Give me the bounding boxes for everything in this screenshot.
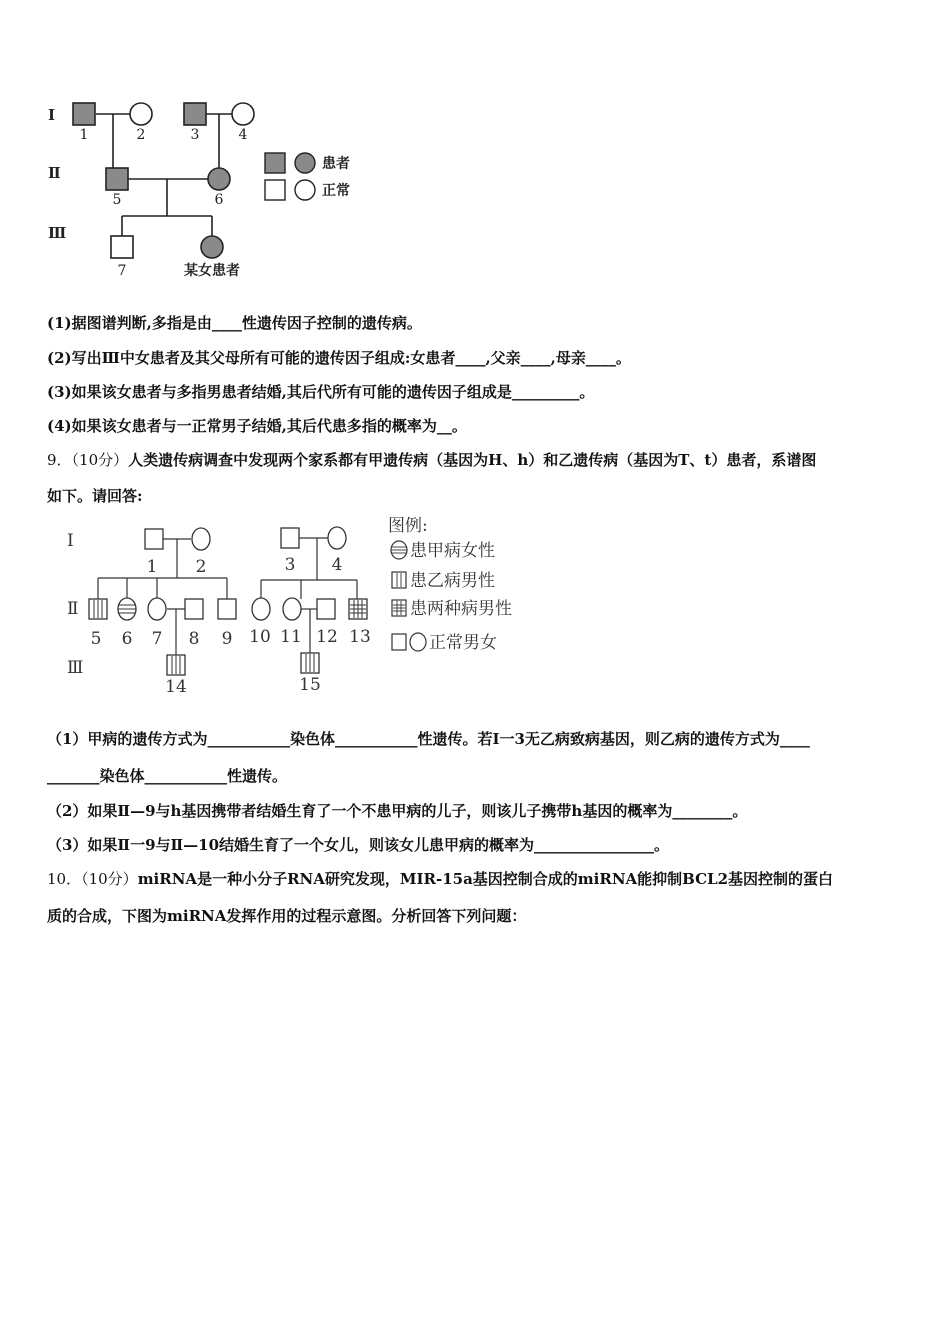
legend-affected-female-icon bbox=[295, 153, 315, 173]
individual-7-normal-male bbox=[111, 236, 133, 258]
individual-label: 13 bbox=[349, 627, 371, 647]
legend-normal-male-icon bbox=[265, 180, 285, 200]
individual-I3-normal-male bbox=[281, 528, 299, 548]
individual-label: 9 bbox=[221, 629, 233, 649]
individual-label: 某女患者 bbox=[184, 263, 240, 279]
legend-normal-label: 正常 bbox=[322, 183, 350, 199]
generation-label: Ⅲ bbox=[48, 224, 67, 242]
individual-label: 6 bbox=[214, 192, 224, 208]
individual-label: 5 bbox=[90, 629, 102, 649]
individual-I1-normal-male bbox=[145, 529, 163, 549]
legend-affected-label: 患者 bbox=[322, 156, 350, 172]
individual-4-normal-female bbox=[232, 103, 254, 125]
individual-II8-normal-male bbox=[185, 599, 203, 619]
legend-label-normal: 正常男女 bbox=[429, 633, 497, 653]
individual-label: 8 bbox=[188, 629, 200, 649]
generation-label: Ⅱ bbox=[48, 164, 61, 182]
legend-label-disease-b-male: 患乙病男性 bbox=[410, 571, 495, 591]
individual-label: 7 bbox=[151, 629, 163, 649]
individual-label: 14 bbox=[165, 677, 187, 697]
q8-part3: (3)如果该女患者与多指男患者结婚,其后代所有可能的遗传因子组成是_________。 bbox=[47, 383, 595, 401]
legend-disease-b-male-icon bbox=[392, 572, 406, 588]
individual-5-affected-male bbox=[106, 168, 128, 190]
q10-stem-line1 bbox=[47, 868, 833, 889]
pedigree-chart-2 bbox=[55, 510, 535, 700]
legend-normal-female-icon bbox=[410, 633, 426, 651]
q9-part3: （3）如果Ⅱ一9与Ⅱ—10结婚生育了一个女儿，则该女儿患甲病的概率为________________。 bbox=[47, 836, 670, 854]
individual-II6-disease-a-female bbox=[118, 598, 136, 620]
individual-II5-disease-b-male bbox=[89, 599, 107, 619]
individual-II13-both-diseases-male bbox=[349, 599, 367, 619]
individual-label: 15 bbox=[299, 675, 321, 695]
individual-female-patient bbox=[201, 236, 223, 258]
individual-II12-normal-male bbox=[317, 599, 335, 619]
individual-label: 4 bbox=[331, 555, 343, 575]
generation-label: Ⅲ bbox=[67, 658, 84, 678]
individual-III15-disease-b-male bbox=[301, 653, 319, 673]
generation-label: Ⅰ bbox=[67, 531, 74, 551]
individual-label: 2 bbox=[195, 557, 207, 577]
individual-label: 6 bbox=[121, 629, 133, 649]
individual-label: 10 bbox=[249, 627, 271, 647]
individual-3-affected-male bbox=[184, 103, 206, 125]
individual-label: 4 bbox=[238, 127, 248, 143]
generation-label: Ⅰ bbox=[48, 106, 56, 124]
q10-stem-line2: 质的合成，下图为miRNA发挥作用的过程示意图。分析回答下列问题： bbox=[47, 907, 527, 925]
q10-number: 10． bbox=[47, 870, 82, 888]
individual-label: 12 bbox=[316, 627, 338, 647]
q9-score: （10分） bbox=[71, 451, 129, 469]
q9-stem-text: 人类遗传病调查中发现两个家系都有甲遗传病（基因为H、h）和乙遗传病（基因为T、t）患者，系谱图 bbox=[128, 451, 817, 469]
q8-part2: (2)写出Ⅲ中女患者及其父母所有可能的遗传因子组成:女患者____,父亲____,母亲____。 bbox=[47, 349, 631, 367]
individual-I2-normal-female bbox=[192, 528, 210, 550]
legend-label-disease-a-female: 患甲病女性 bbox=[410, 541, 495, 561]
q9-stem-line2: 如下。请回答: bbox=[47, 487, 143, 505]
legend-disease-a-female-icon bbox=[391, 541, 407, 559]
individual-II10-normal-female bbox=[252, 598, 270, 620]
legend-normal-male-icon bbox=[392, 634, 406, 650]
legend-affected-male-icon bbox=[265, 153, 285, 173]
individual-III14-disease-b-male bbox=[167, 655, 185, 675]
q8-part4: (4)如果该女患者与一正常男子结婚,其后代患多指的概率为__。 bbox=[47, 417, 467, 435]
individual-label: 7 bbox=[117, 263, 127, 279]
q9-part2: （2）如果Ⅱ—9与h基因携带者结婚生育了一个不患甲病的儿子，则该儿子携带h基因的概率为________。 bbox=[47, 802, 748, 820]
individual-label: 1 bbox=[79, 127, 89, 143]
legend-title: 图例: bbox=[388, 516, 428, 536]
individual-1-affected-male bbox=[73, 103, 95, 125]
pedigree-chart-1 bbox=[40, 92, 370, 292]
q8-part1: (1)据图谱判断,多指是由____性遗传因子控制的遗传病。 bbox=[47, 314, 422, 332]
generation-label: Ⅱ bbox=[67, 599, 79, 619]
individual-label: 11 bbox=[280, 627, 302, 647]
individual-label: 5 bbox=[112, 192, 122, 208]
individual-II9-normal-male bbox=[218, 599, 236, 619]
individual-label: 3 bbox=[284, 555, 296, 575]
individual-2-normal-female bbox=[130, 103, 152, 125]
q10-stem-text: miRNA是一种小分子RNA研究发现，MIR-15a基因控制合成的miRNA能抑制BCL2基因控制的蛋白 bbox=[137, 870, 834, 888]
individual-II11-normal-female bbox=[283, 598, 301, 620]
individual-II7-normal-female bbox=[148, 598, 166, 620]
q9-number: 9． bbox=[47, 451, 72, 469]
q9-part1-line1: （1）甲病的遗传方式为___________染色体___________性遗传。若Ⅰ一3无乙病致病基因，则乙病的遗传方式为____ bbox=[47, 730, 810, 748]
individual-6-affected-female bbox=[208, 168, 230, 190]
individual-label: 2 bbox=[136, 127, 146, 143]
q9-stem-line1 bbox=[47, 449, 816, 470]
legend-normal-female-icon bbox=[295, 180, 315, 200]
individual-label: 3 bbox=[190, 127, 200, 143]
legend-both-diseases-male-icon bbox=[392, 600, 406, 616]
q9-part1-line2: _______染色体___________性遗传。 bbox=[47, 767, 288, 785]
legend-label-both-diseases-male: 患两种病男性 bbox=[410, 599, 512, 619]
individual-I4-normal-female bbox=[328, 527, 346, 549]
q10-score: （10分） bbox=[81, 870, 138, 888]
individual-label: 1 bbox=[146, 557, 158, 577]
